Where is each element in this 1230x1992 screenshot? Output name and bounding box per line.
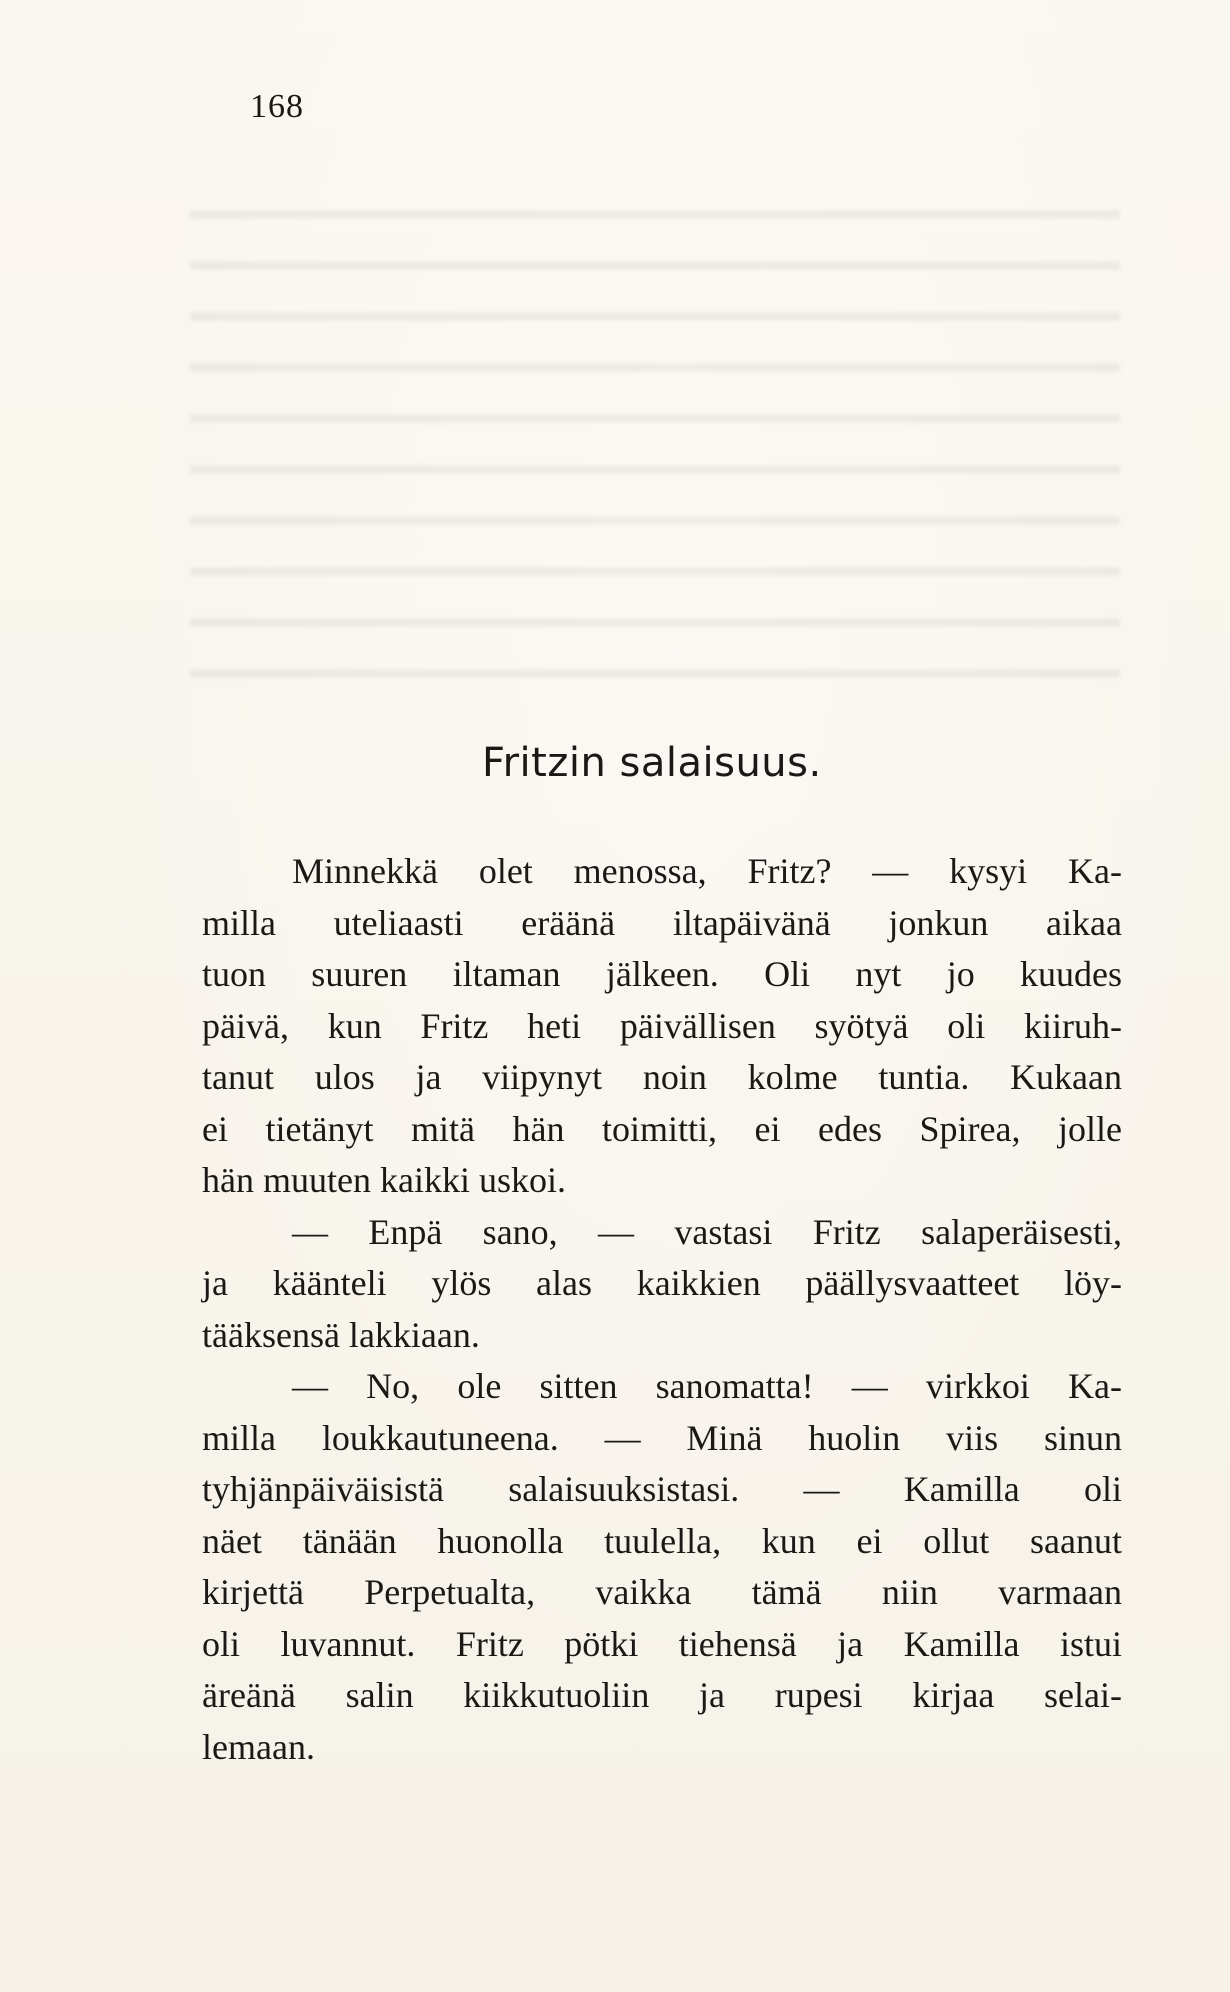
text-line: milla uteliaasti eräänä iltapäivänä jonkun aikaa: [202, 902, 1122, 943]
bleed-through-texture: [190, 180, 1120, 700]
text-line: tuon suuren iltaman jälkeen. Oli nyt jo kuudes: [202, 954, 1122, 994]
text-line: kirjettä Perpetualta, vaikka tämä niin varmaan: [202, 1572, 1122, 1612]
paragraph-3: [202, 1361, 1122, 1773]
text-line: — No, ole sitten sanomatta! — virkkoi Ka-: [292, 1366, 1122, 1406]
text-line: ja käänteli ylös alas kaikkien päällysvaatteet löy-: [202, 1263, 1122, 1303]
paragraph-2: [202, 1207, 1122, 1362]
chapter-body: [202, 846, 1122, 1773]
text-line: ei tietänyt mitä hän toimitti, ei edes Spirea, jolle: [202, 1108, 1122, 1149]
chapter-title: Fritzin salaisuus.: [482, 740, 822, 786]
page-number: 168: [250, 88, 304, 125]
text-line: milla loukkautuneena. — Minä huolin viis sinun: [202, 1417, 1122, 1458]
text-line: lemaan.: [202, 1726, 315, 1767]
text-line: oli luvannut. Fritz pötki tiehensä ja Kamilla istui: [202, 1623, 1122, 1664]
text-line: tanut ulos ja viipynyt noin kolme tuntia. Kukaan: [202, 1057, 1122, 1097]
text-line: hän muuten kaikki uskoi.: [202, 1160, 566, 1200]
text-line: — Enpä sano, — vastasi Fritz salaperäisesti,: [292, 1211, 1122, 1252]
text-line: näet tänään huonolla tuulella, kun ei ollut saanut: [202, 1520, 1122, 1561]
paragraph-1: [202, 846, 1122, 1207]
text-line: äreänä salin kiikkutuoliin ja rupesi kirjaa selai-: [202, 1675, 1122, 1715]
text-line: tyhjänpäiväisistä salaisuuksistasi. — Kamilla oli: [202, 1469, 1122, 1509]
text-line: tääksensä lakkiaan.: [202, 1314, 480, 1355]
text-line: päivä, kun Fritz heti päivällisen syötyä oli kiiruh-: [202, 1005, 1122, 1046]
text-line: Minnekkä olet menossa, Fritz? — kysyi Ka-: [292, 851, 1122, 891]
